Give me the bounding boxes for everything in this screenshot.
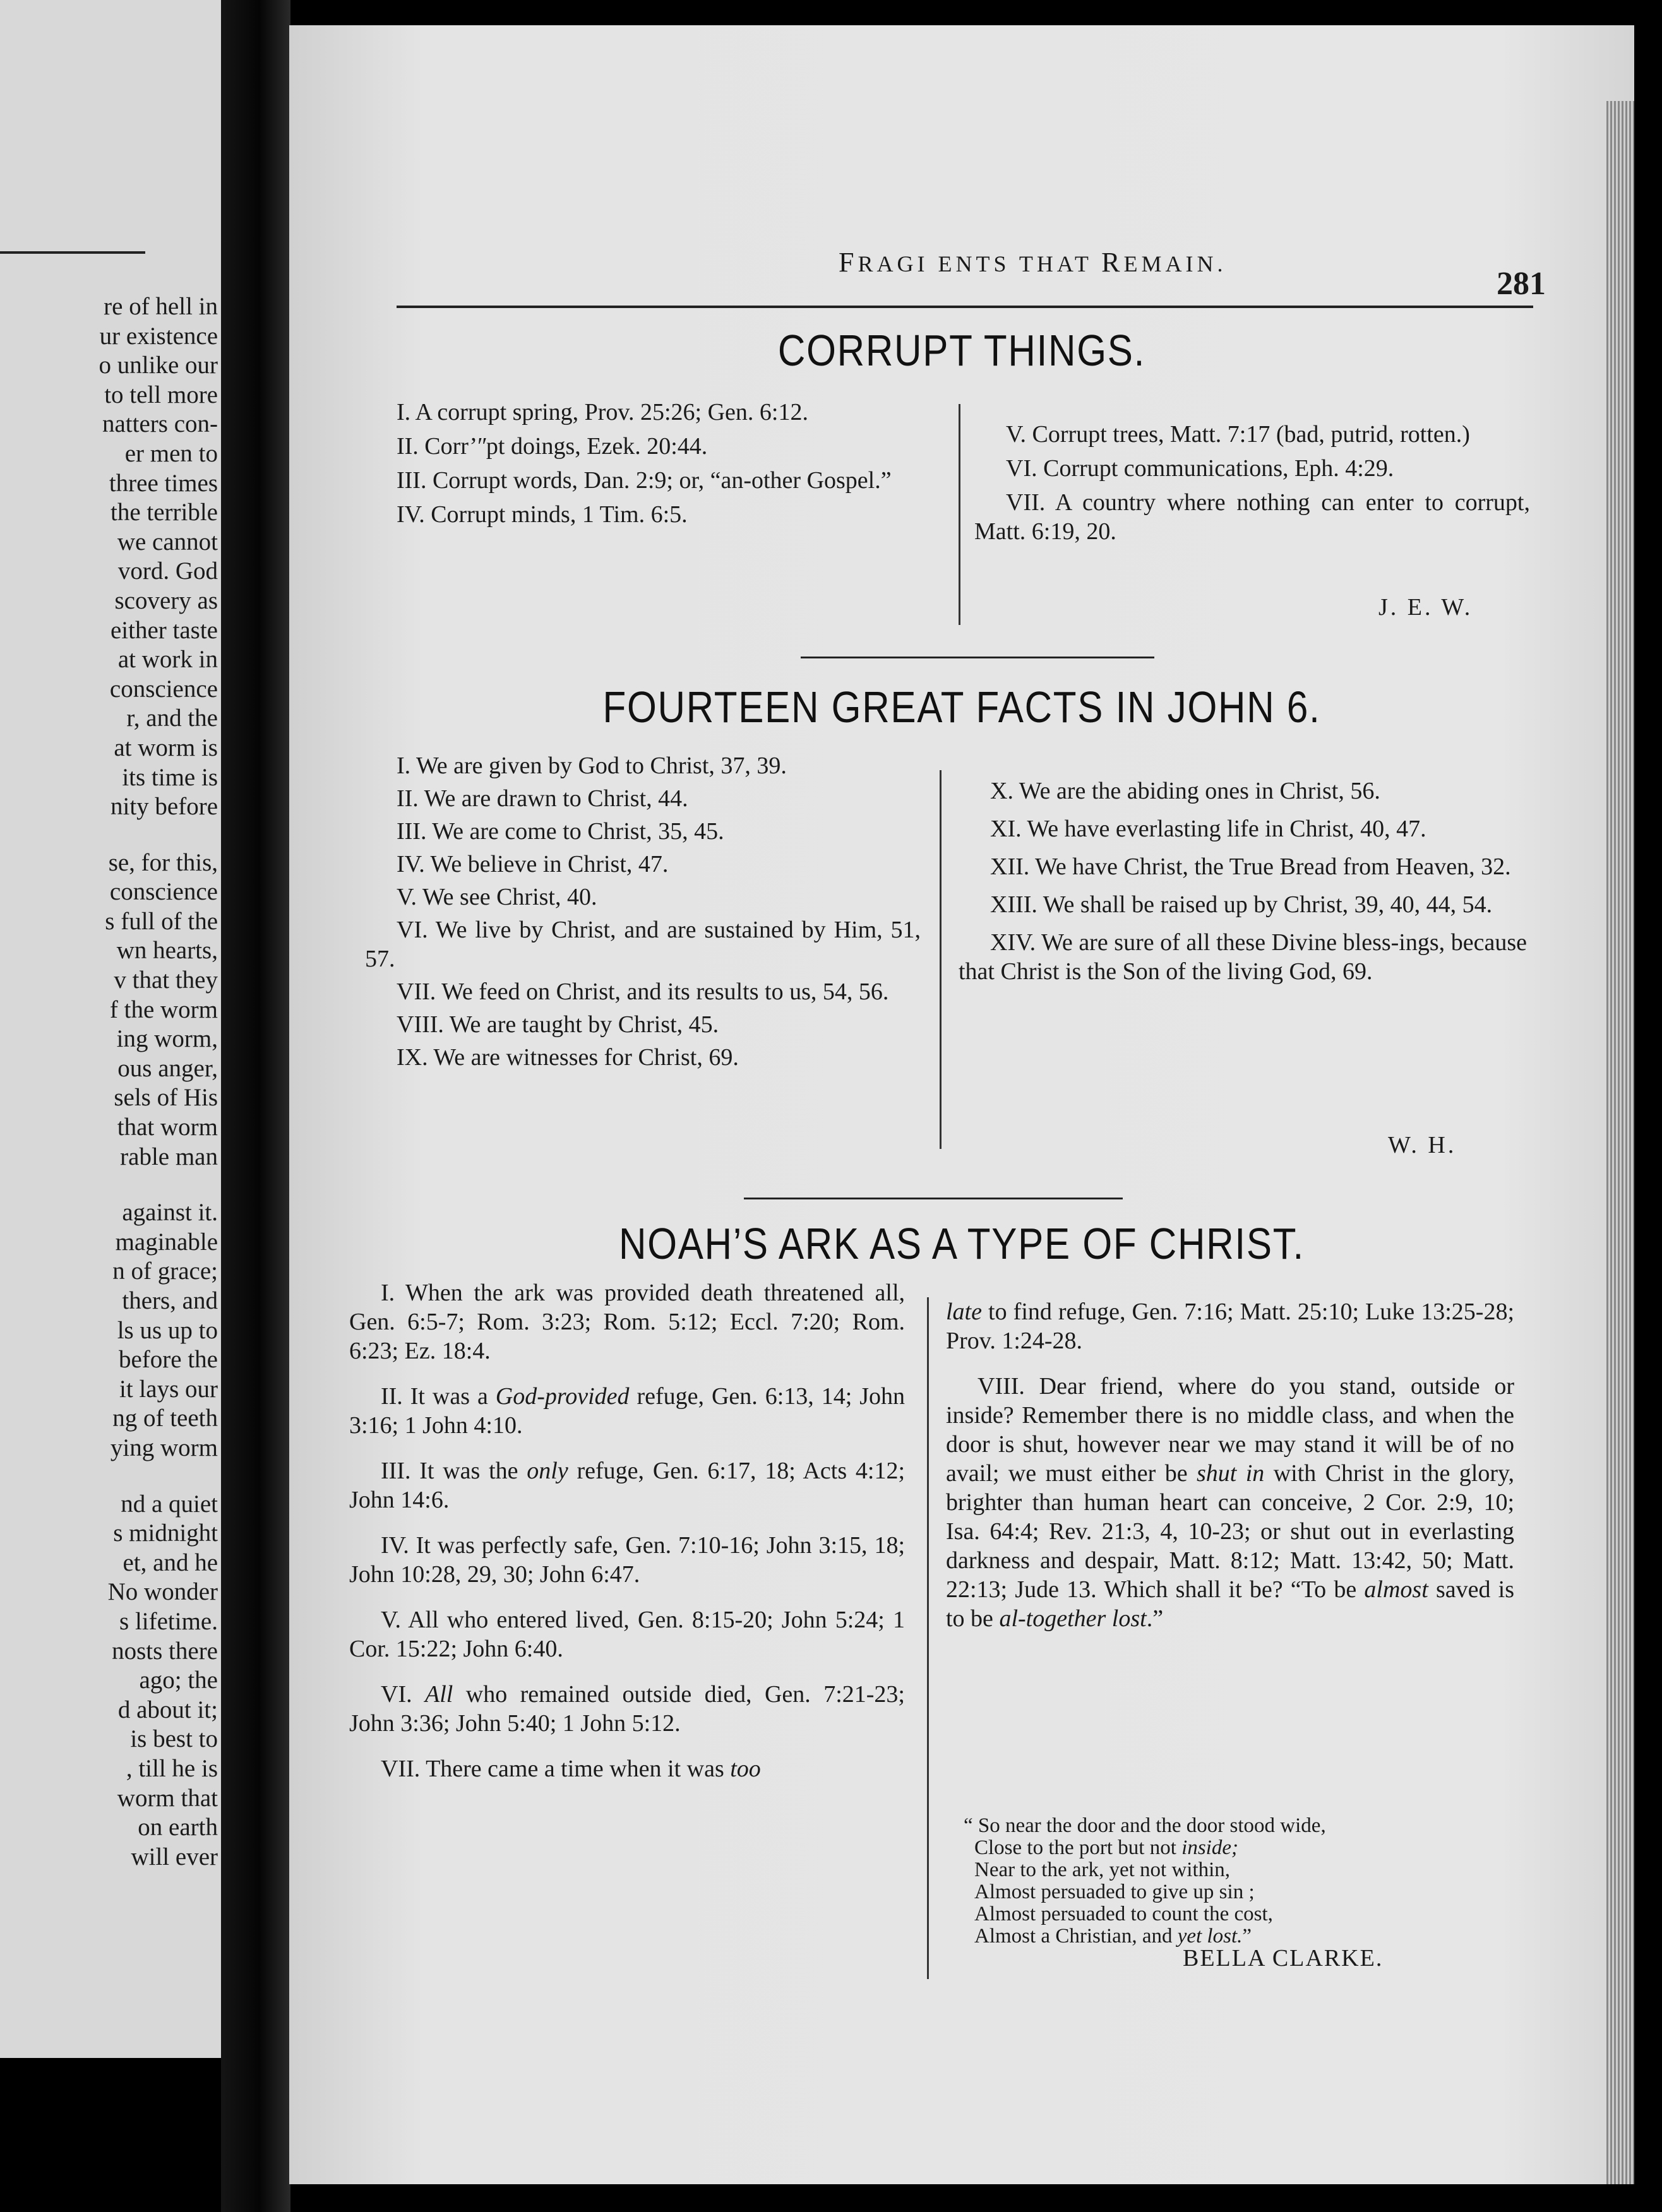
left-page-line: nd a quiet xyxy=(121,1490,218,1518)
list-item: II. Corr’ʺpt doings, Ezek. 20:44. xyxy=(397,433,708,460)
left-page-line: sels of His xyxy=(114,1084,218,1112)
facing-page-left xyxy=(0,0,221,2058)
list-item: XII. We have Christ, the True Bread from Heaven, 32. xyxy=(990,853,1511,880)
left-page-line: thers, and xyxy=(122,1287,218,1314)
list-item: VI. We live by Christ, and are sustained by Him, 51, 57. xyxy=(365,917,921,972)
list-item: IV. We believe in Christ, 47. xyxy=(397,851,669,877)
section-divider xyxy=(744,1198,1123,1199)
list-item: XIII. We shall be raised up by Christ, 39, 40, 44, 54. xyxy=(990,891,1493,918)
running-title: FRAGI ENTS THAT REMAIN. xyxy=(839,247,1227,278)
left-page-line: , till he is xyxy=(126,1754,218,1782)
left-page-line: three times xyxy=(109,469,218,497)
left-page-line: is best to xyxy=(130,1725,218,1753)
paragraph: VIII. Dear friend, where do you stand, outside or inside? Remember there is no middle class, and when the door is shut, however near we may stand it will be of no avail; we must either be shut in with Christ in the glory, brighter than human heart can conceive, 2 Cor. 2:9, 10; Isa. 64:4; Rev. 21:3, 4, 10-23; or shut out in everlasting darkness and despair, Matt. 8:12; Matt. 13:42, 50; Matt. 22:13; Jude 13. Which shall it be? “To be almost saved is to be al-together lost.” xyxy=(946,1373,1515,1632)
section-title-noahs-ark: NOAH’S ARK AS A TYPE OF CHRIST. xyxy=(619,1219,1305,1268)
page-edges xyxy=(1606,101,1634,2184)
left-page-line: it lays our xyxy=(119,1375,218,1403)
header-rule xyxy=(397,306,1533,308)
left-page-text xyxy=(0,292,218,1872)
left-page-line: at work in xyxy=(117,646,218,674)
left-page-line: nosts there xyxy=(112,1637,218,1665)
left-page-line: worm that xyxy=(117,1784,218,1812)
left-page-line: v that they xyxy=(114,966,218,994)
left-page-line: against it. xyxy=(122,1199,218,1227)
left-page-line: that worm xyxy=(117,1114,218,1141)
list-item: II. We are drawn to Christ, 44. xyxy=(397,785,688,812)
left-page-line: nity before xyxy=(110,793,218,821)
left-page-line: to tell more xyxy=(104,381,218,408)
left-page-line: will ever xyxy=(131,1843,218,1870)
poem-line: Almost a Christian, and yet lost.” xyxy=(974,1925,1252,1947)
left-page-line: o unlike our xyxy=(99,352,218,379)
poem-quote xyxy=(959,1815,1527,1947)
paragraph: V. All who entered lived, Gen. 8:15-20; John 5:24; 1 Cor. 15:22; John 6:40. xyxy=(349,1607,905,1662)
column-divider xyxy=(927,1297,929,1979)
book-gutter xyxy=(221,0,290,2212)
left-page-line: ng of teeth xyxy=(112,1405,218,1432)
poem-line: Almost persuaded to count the cost, xyxy=(974,1903,1273,1925)
corrupt-things-left-column xyxy=(365,398,908,534)
left-page-line: n of grace; xyxy=(112,1258,218,1285)
left-page-line: rable man xyxy=(120,1143,218,1170)
list-item: X. We are the abiding ones in Christ, 56. xyxy=(990,778,1380,804)
noahs-ark-left-column xyxy=(349,1278,905,1783)
left-page-line: vord. God xyxy=(117,557,218,585)
list-item: I. We are given by God to Christ, 37, 39. xyxy=(397,752,787,779)
signature-wh: W. H. xyxy=(1388,1132,1457,1158)
list-item: VI. Corrupt communications, Eph. 4:29. xyxy=(1006,455,1394,482)
left-page-line: ing worm, xyxy=(116,1025,218,1053)
list-item: III. We are come to Christ, 35, 45. xyxy=(397,818,724,845)
list-item: IX. We are witnesses for Christ, 69. xyxy=(397,1044,739,1071)
left-page-line: f the worm xyxy=(109,996,218,1023)
section-title-corrupt-things: CORRUPT THINGS. xyxy=(777,326,1146,375)
left-page-line: re of hell in xyxy=(104,293,218,320)
left-page-line: ying worm xyxy=(110,1434,218,1461)
left-page-line: No wonder xyxy=(107,1578,218,1606)
left-page-line: ls us up to xyxy=(117,1316,218,1344)
corrupt-things-right-column xyxy=(974,420,1530,551)
poem-line: “ So near the door and the door stood wide, xyxy=(964,1814,1326,1837)
list-item: I. A corrupt spring, Prov. 25:26; Gen. 6:12. xyxy=(397,399,808,425)
list-item: VII. We feed on Christ, and its results to us, 54, 56. xyxy=(397,978,889,1005)
fourteen-facts-right-column xyxy=(959,776,1527,995)
list-item: XI. We have everlasting life in Christ, 40, 47. xyxy=(990,816,1426,842)
page-number: 281 xyxy=(1497,266,1546,302)
left-page-line: natters con- xyxy=(102,410,218,438)
paragraph: VII. There came a time when it was too xyxy=(381,1756,761,1782)
paragraph: I. When the ark was provided death threatened all, Gen. 6:5-7; Rom. 3:23; Rom. 5:12; Eccl. 7:20; Rom. 6:23; Ez. 18:4. xyxy=(349,1280,905,1364)
left-page-line: we cannot xyxy=(117,528,218,556)
left-page-line: wn hearts, xyxy=(116,937,218,965)
fourteen-facts-left-column xyxy=(365,751,921,1076)
running-header xyxy=(397,221,1571,302)
left-page-line: ago; the xyxy=(139,1667,218,1694)
paragraph: III. It was the only refuge, Gen. 6:17, 18; Acts 4:12; John 14:6. xyxy=(349,1458,906,1513)
list-item: IV. Corrupt minds, 1 Tim. 6:5. xyxy=(397,501,688,528)
section-title-fourteen-facts: FOURTEEN GREAT FACTS IN JOHN 6. xyxy=(602,682,1321,732)
poem-line: Almost persuaded to give up sin ; xyxy=(974,1881,1255,1903)
poem-line: Near to the ark, yet not within, xyxy=(974,1858,1231,1881)
list-item: VII. A country where nothing can enter to corrupt, Matt. 6:19, 20. xyxy=(974,489,1530,545)
list-item: XIV. We are sure of all these Divine bless-ings, because that Christ is the Son of the living God, 69. xyxy=(959,929,1527,985)
left-page-line: on earth xyxy=(138,1814,218,1841)
section-divider xyxy=(801,657,1154,658)
left-page-line: ous anger, xyxy=(117,1054,218,1082)
signature-bella-clarke: BELLA CLARKE. xyxy=(1183,1945,1384,1971)
left-page-line: before the xyxy=(119,1346,218,1374)
left-page-line: ur existence xyxy=(99,322,218,350)
noahs-ark-right-column xyxy=(946,1297,1514,1642)
left-page-line: maginable xyxy=(115,1228,218,1256)
left-page-line: s midnight xyxy=(113,1519,218,1547)
paragraph: late to find refuge, Gen. 7:16; Matt. 25:10; Luke 13:25-28; Prov. 1:24-28. xyxy=(946,1299,1514,1354)
left-page-line: either taste xyxy=(111,616,218,644)
left-page-line: s lifetime. xyxy=(119,1607,218,1635)
left-page-line: d about it; xyxy=(117,1696,218,1723)
left-page-line xyxy=(0,822,218,848)
left-page-line: conscience xyxy=(109,675,218,703)
left-page-line: s full of the xyxy=(105,907,218,935)
column-divider xyxy=(940,770,942,1149)
poem-line: Close to the port but not inside; xyxy=(974,1836,1238,1859)
left-page-line xyxy=(0,1463,218,1490)
left-page-line: at worm is xyxy=(114,734,218,761)
left-page-line: its time is xyxy=(122,763,218,791)
list-item: VIII. We are taught by Christ, 45. xyxy=(397,1011,719,1038)
left-page-line xyxy=(0,1172,218,1198)
left-page-line: conscience xyxy=(109,878,218,906)
list-item: III. Corrupt words, Dan. 2:9; or, “an-other Gospel.” xyxy=(397,467,892,494)
column-divider xyxy=(959,404,960,625)
list-item: V. We see Christ, 40. xyxy=(397,884,597,910)
paragraph: VI. All who remained outside died, Gen. 7:21-23; John 3:36; John 5:40; 1 John 5:12. xyxy=(349,1681,905,1737)
left-page-line: scovery as xyxy=(114,586,218,614)
paragraph: II. It was a God-provided refuge, Gen. 6:13, 14; John 3:16; 1 John 4:10. xyxy=(349,1383,905,1439)
left-page-line: se, for this, xyxy=(108,848,218,876)
page-281 xyxy=(289,25,1634,2184)
left-page-line: er men to xyxy=(124,439,218,467)
signature-jew: J. E. W. xyxy=(1378,594,1473,621)
left-page-line: et, and he xyxy=(123,1549,218,1576)
left-page-line: r, and the xyxy=(126,705,218,732)
paragraph: IV. It was perfectly safe, Gen. 7:10-16; John 3:15, 18; John 10:28, 29, 30; John 6:47. xyxy=(349,1532,905,1588)
list-item: V. Corrupt trees, Matt. 7:17 (bad, putrid, rotten.) xyxy=(1006,421,1470,448)
left-page-line: the terrible xyxy=(111,499,218,526)
left-page-header-rule xyxy=(0,251,145,254)
